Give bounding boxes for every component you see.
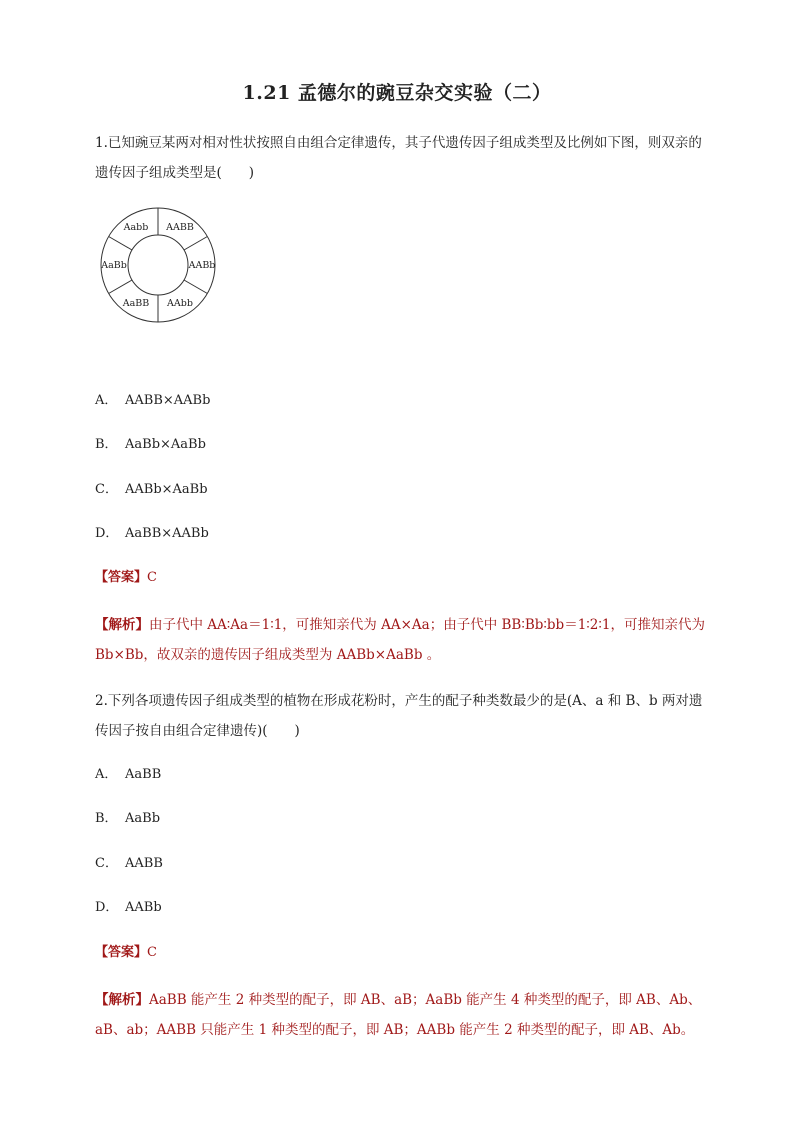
q2-stem: 2.下列各项遗传因子组成类型的植物在形成花粉时，产生的配子种类数最少的是(A、a 和 B、b 两对遗传因子按自由组合定律遗传)( )	[95, 693, 703, 739]
q1-option-a[interactable]: A． AABB×AABb	[95, 393, 211, 408]
q2-option-d[interactable]: D． AABb	[95, 900, 162, 915]
genotype-ratio-wheel	[98, 205, 218, 325]
wheel-segment-label: Aabb	[123, 221, 149, 233]
wheel-divider	[184, 280, 207, 294]
q2-option-c[interactable]: C． AABB	[95, 856, 163, 871]
q2-option-a[interactable]: A． AaBB	[95, 767, 162, 782]
q1-stem: 1.已知豌豆某两对相对性状按照自由组合定律遗传，其子代遗传因子组成类型及比例如下图，则双亲的遗传因子组成类型是( )	[95, 135, 702, 181]
wheel-segment-label: AABB	[166, 221, 194, 233]
q1-option-b[interactable]: B． AaBb×AaBb	[95, 437, 206, 452]
q1-answer: 【答案】C	[95, 570, 157, 585]
wheel-divider	[109, 237, 132, 251]
q2-option-b[interactable]: B． AaBb	[95, 811, 161, 826]
wheel-segment-label: AaBb	[101, 260, 127, 271]
wheel-divider	[184, 237, 207, 251]
wheel-segment-label: AAbb	[167, 298, 193, 310]
wheel-segment-label: AABb	[188, 260, 216, 271]
q1-option-d[interactable]: D． AaBB×AABb	[95, 526, 209, 541]
wheel-divider	[109, 280, 132, 294]
q2-answer: 【答案】C	[95, 945, 157, 960]
wheel-segment-label: AaBB	[122, 298, 150, 310]
q1-option-c[interactable]: C． AABb×AaBb	[95, 482, 208, 497]
q1-analysis: 【解析】由子代中 AA∶Aa＝1∶1，可推知亲代为 AA×Aa；由子代中 BB∶Bb∶bb＝1∶2∶1，可推知亲代为 Bb×Bb，故双亲的遗传因子组成类型为 AABb×AaBb 。	[95, 617, 705, 663]
page-title: 1.21 孟德尔的豌豆杂交实验（二）	[242, 82, 552, 104]
q2-analysis: 【解析】AaBB 能产生 2 种类型的配子，即 AB、aB；AaBb 能产生 4 种类型的配子，即 AB、Ab、aB、ab；AABB 只能产生 1 种类型的配子，即 AB；AABb 能产生 2 种类型的配子，即 AB、Ab。	[95, 992, 702, 1038]
